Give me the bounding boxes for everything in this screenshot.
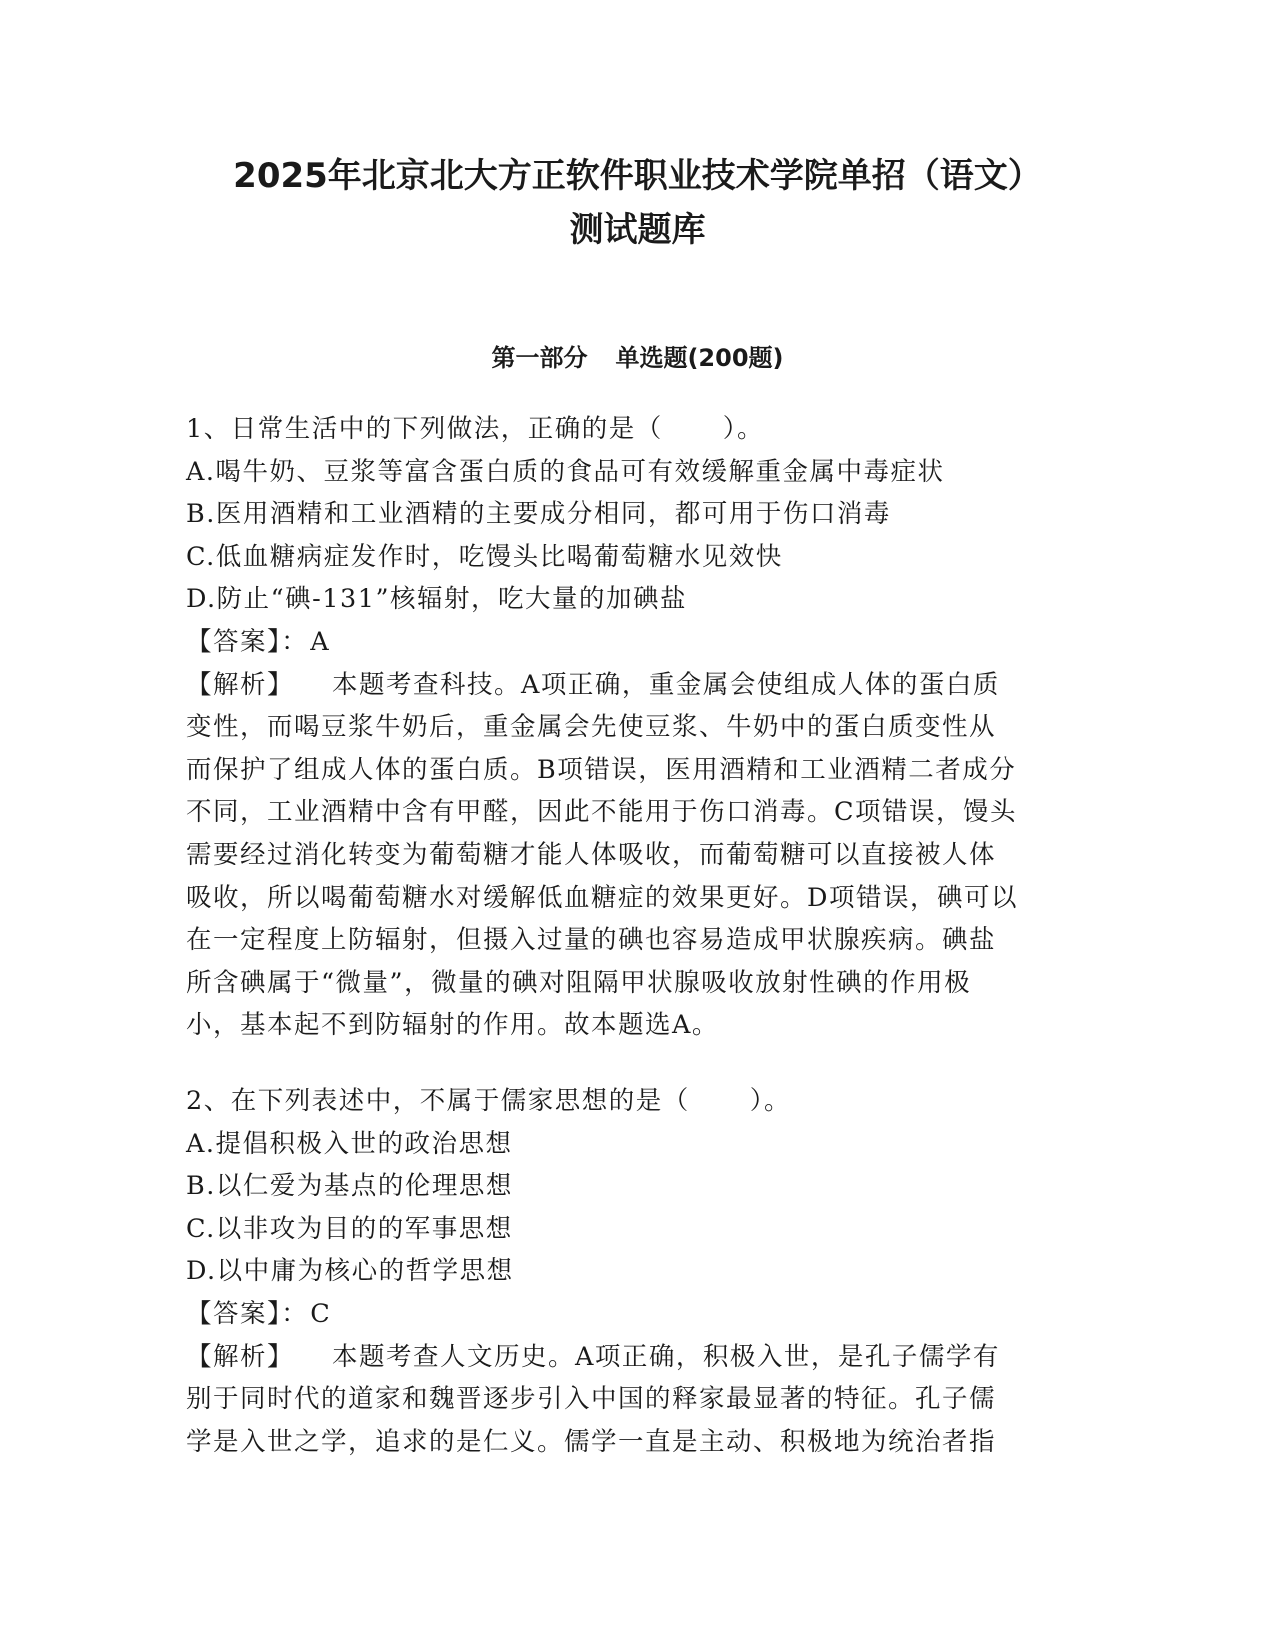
analysis-line (186, 1336, 1086, 1379)
question-stem-prefix: 2、在下列表述中，不属于儒家思想的是（ (186, 1086, 690, 1116)
analysis-label: 【解析】 (186, 1341, 295, 1372)
answer-line (186, 621, 1086, 664)
option-c: C.以非攻为目的的军事思想 (186, 1213, 513, 1244)
question-1 (186, 408, 1086, 1047)
answer-label: 【答案】： (186, 1298, 309, 1329)
option-b: B.以仁爱为基点的伦理思想 (186, 1171, 513, 1202)
question-2 (186, 1080, 1086, 1463)
analysis-text: 本题考查人文历史。A项正确，积极入世，是孔子儒学有 (332, 1341, 1000, 1372)
question-stem-suffix: ）。 (749, 1086, 791, 1116)
analysis-line: 吸收，所以喝葡萄糖水对缓解低血糖症的效果更好。D项错误，碘可以 (186, 882, 1018, 913)
answer-value: C (310, 1298, 332, 1329)
answer-label: 【答案】： (186, 626, 309, 657)
analysis-line (186, 664, 1086, 707)
question-stem (186, 408, 1086, 451)
option-c: C.低血糖病症发作时，吃馒头比喝葡萄糖水见效快 (186, 541, 783, 572)
option-d: D.防止“碘-131”核辐射，吃大量的加碘盐 (186, 584, 688, 615)
option-b: B.医用酒精和工业酒精的主要成分相同，都可用于伤口消毒 (186, 499, 891, 530)
answer-value: A (310, 626, 331, 657)
analysis-line: 别于同时代的道家和魏晋逐步引入中国的释家最显著的特征。孔子儒 (186, 1384, 997, 1415)
analysis-line: 变性，而喝豆浆牛奶后，重金属会先使豆浆、牛奶中的蛋白质变性从 (186, 712, 997, 743)
analysis-line: 不同，工业酒精中含有甲醛，因此不能用于伤口消毒。C项错误，馒头 (186, 797, 1018, 828)
question-stem-suffix: ）。 (722, 414, 764, 444)
option-a: A.提倡积极入世的政治思想 (186, 1128, 513, 1159)
question-stem-prefix: 1、日常生活中的下列做法，正确的是（ (186, 414, 663, 444)
answer-line (186, 1293, 1086, 1336)
document-title-line-1: 2025年北京北大方正软件职业技术学院单招（语文） (233, 156, 1042, 196)
section-heading (0, 340, 1275, 376)
analysis-line: 需要经过消化转变为葡萄糖才能人体吸收，而葡萄糖可以直接被人体 (186, 839, 997, 870)
question-stem (186, 1080, 1086, 1123)
analysis-line: 在一定程度上防辐射，但摄入过量的碘也容易造成甲状腺疾病。碘盐 (186, 925, 997, 956)
option-a: A.喝牛奶、豆浆等富含蛋白质的食品可有效缓解重金属中毒症状 (186, 456, 945, 487)
section-heading-type: 单选题(200题) (615, 344, 784, 372)
analysis-label: 【解析】 (186, 669, 295, 700)
analysis-line: 而保护了组成人体的蛋白质。B项错误，医用酒精和工业酒精二者成分 (186, 754, 1017, 785)
analysis-text: 本题考查科技。A项正确，重金属会使组成人体的蛋白质 (332, 669, 1000, 700)
analysis-line: 小，基本起不到防辐射的作用。故本题选A。 (186, 1010, 719, 1041)
analysis-line: 学是入世之学，追求的是仁义。儒学一直是主动、积极地为统治者指 (186, 1426, 997, 1457)
section-heading-part: 第一部分 (491, 344, 588, 372)
option-d: D.以中庸为核心的哲学思想 (186, 1256, 514, 1287)
document-title-line-2: 测试题库 (569, 210, 706, 250)
analysis-line: 所含碘属于“微量”，微量的碘对阻隔甲状腺吸收放射性碘的作用极 (186, 967, 972, 998)
